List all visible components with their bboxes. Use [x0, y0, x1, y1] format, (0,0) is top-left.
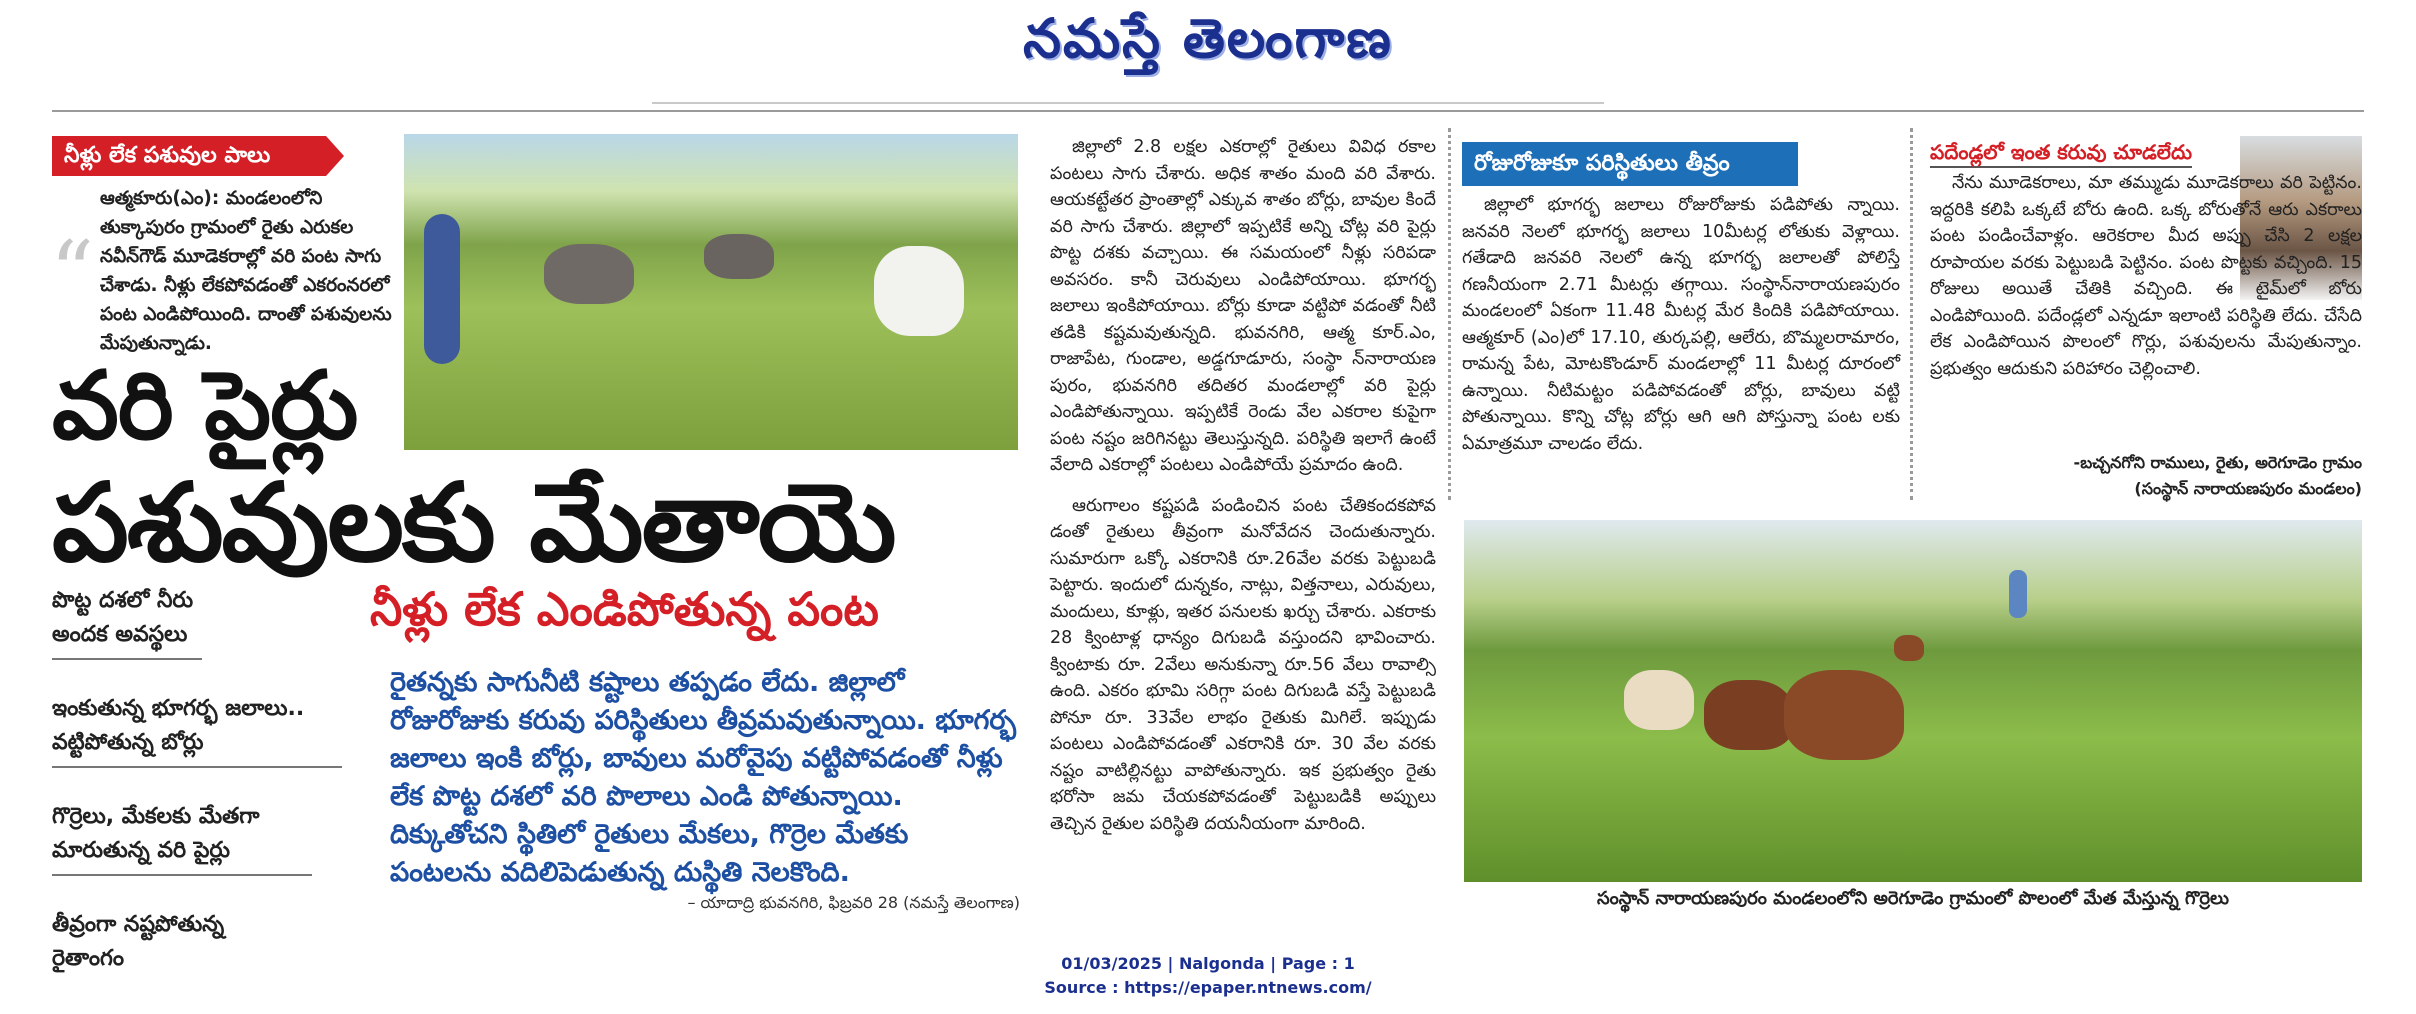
- footer-source-link[interactable]: Source : https://epaper.ntnews.com/: [1044, 978, 1372, 997]
- subheadline: నీళ్లు లేక ఎండిపోతున్న పంట: [370, 582, 879, 636]
- quote-signature: [1930, 450, 2362, 502]
- body-column: [1050, 134, 1436, 851]
- signature-line: (సంస్థాన్ నారాయణపురం మండలం): [2134, 479, 2362, 498]
- quote-box-title: పదేండ్లలో ఇంత కరువు చూడలేదు: [1930, 138, 2192, 168]
- highlight-item: ఇంకుతున్న భూగర్భ జలాలు.. వట్టిపోతున్న బోర్లు: [52, 692, 342, 768]
- sheep-figure: [1784, 670, 1904, 760]
- sheep-grazing-photo: [1464, 520, 2362, 882]
- column-divider: [1910, 128, 1913, 500]
- body-paragraph: జిల్లాలో 2.8 లక్షల ఎకరాల్లో రైతులు వివిధ రకాల పంటలు సాగు చేశారు. అధిక శాతం మంది వరి వేశారు. ఆయకట్టేతర ప్రాంతాల్లో ఎక్కువ శాతం బోర్లు, బావుల కిందే వరి సాగు చేశారు. జిల్లాలో ఇప్పటికే అన్ని చోట్ల వరి పైర్లు పొట్ట దశకు వచ్చాయి. ఈ సమయంలో నీళ్లు సరిపడా అవసరం. కానీ చెరువులు ఎండిపోయాయి. భూగర్భ జలాలు ఇంకిపోయాయి. బోర్లు కూడా వట్టిపో వడంతో నీటి తడికి కష్టమవుతున్నది. భువనగిరి, ఆత్మ కూర్.ఎం, రాజాపేట, గుండాల, అడ్డగూడూరు, సంస్థా న్‌నారాయణ పురం, భువనగిరి తదితర మండలాల్లో వరి పైర్లు ఎండిపోతున్నాయి. ఇప్పటికే రెండు వేల ఎకరాల కుపైగా పంట నష్టం జరిగినట్టు తెలుస్తున్నది. పరిస్థితి ఇలాగే ఉంటే వేలాది ఎకరాల్లో పంటలు ఎండిపోయే ప్రమాదం ఉంది.: [1050, 137, 1436, 475]
- footer-edition-info: 01/03/2025 | Nalgonda | Page : 1: [1061, 954, 1355, 973]
- masthead-underline: [652, 102, 1604, 104]
- farmer-figure: [424, 214, 460, 364]
- intro-text: ఆత్మకూరు(ఎం): మండలంలోని తుక్కాపురం గ్రామంలో రైతు ఎరుకల నవీన్‌గౌడ్ మూడెకరాల్లో వరి పంట సాగు చేశాడు. నీళ్లు లేకపోవడంతో ఎకరంనరలో పంట ఎండిపోయింది. దాంతో పశువులను మేపుతున్నాడు.: [100, 188, 392, 354]
- buffalo-figure: [544, 244, 634, 304]
- sheep-figure: [1894, 635, 1924, 661]
- quote-box-column: [1930, 170, 2362, 382]
- quote-mark-icon: “: [50, 223, 94, 323]
- highlight-item: గొర్రెలు, మేకలకు మేతగా మారుతున్న వరి పైర్లు: [52, 800, 312, 876]
- highlight-item: తీవ్రంగా నష్టపోతున్న రైతాంగం: [52, 912, 225, 971]
- lede-paragraph: రైతన్నకు సాగునీటి కష్టాలు తప్పడం లేదు. జిల్లాలో రోజురోజుకు కరువు పరిస్థితులు తీవ్రమవుతున్నాయి. భూగర్భ జలాలు ఇంకి బోర్లు, బావులు మరోవైపు వట్టిపోవడంతో నీళ్లు లేక పొట్ట దశలో వరి పొలాలు ఎండి పోతున్నాయి. దిక్కుతోచని స్థితిలో రైతులు మేకలు, గొర్రెల మేతకు పంటలను వదిలిపెడుతున్న దుస్థితి నెలకొంది.: [390, 667, 1017, 888]
- highlights-list: [52, 584, 362, 1014]
- buffalo-figure: [704, 234, 774, 279]
- sheep-figure: [1624, 670, 1694, 730]
- quote-box-body: నేను మూడెకరాలు, మా తమ్ముడు మూడెకరాలు వరి పెట్టినం. ఇద్దరికి కలిపి ఒక్కటే బోరు ఉంది. ఒక్క బోరుతోనే ఆరు ఎకరాలు పంట పండించేవాళ్లం. ఆరెకరాల మీద అప్పు చేసి 2 లక్షల రూపాయల వరకు పెట్టుబడి పెట్టినం. పంట పొట్టకు వచ్చింది. 15 రోజులు అయితే చేతికి వచ్చింది. ఈ టైమ్‌లో బోరు ఎండిపోయింది. పదేండ్లలో ఎన్నడూ ఇలాంటి పరిస్థితి లేదు. చేసేది లేక ఎండిపోయిన పొలంలో గొర్లు, పశువులను మేపుతున్నాం. ప్రభుత్వం ఆదుకుని పరిహారం చెల్లించాలి.: [1930, 173, 2362, 379]
- byline: – యాదాద్రి భువనగిరి, ఫిబ్రవరి 28 (నమస్తే తెలంగాణ): [687, 893, 1020, 912]
- page-rule: [52, 110, 2364, 112]
- box-article-column: [1462, 192, 1900, 457]
- article-kicker: నీళ్లు లేక పశువుల పాలు: [52, 136, 326, 176]
- box-article-title: రోజురోజుకూ పరిస్థితులు తీవ్రం: [1462, 142, 1798, 186]
- headline-line2: పశువులకు మేతాయె: [52, 461, 895, 586]
- signature-line: -బచ్చనగోని రాములు, రైతు, అరెగూడెం గ్రామం: [2073, 453, 2362, 472]
- photo-caption: సంస్థాన్ నారాయణపురం మండలంలోని అరెగూడెం గ్రామంలో పొలంలో మేత మేస్తున్న గొర్రెలు: [1596, 888, 2229, 909]
- column-divider: [1448, 128, 1451, 500]
- headline-line1: వరి పైర్లు: [52, 352, 358, 461]
- sheep-figure: [1704, 680, 1794, 750]
- farmer-figure: [2009, 570, 2027, 618]
- cow-figure: [874, 246, 964, 336]
- highlight-item: పొట్ట దశలో నీరు అందక అవస్థలు: [52, 584, 202, 660]
- box-article-body: జిల్లాలో భూగర్భ జలాలు రోజురోజుకు పడిపోతు న్నాయి. జనవరి నెలలో భూగర్భ జలాలు 10మీటర్ల లోతుకు వెళ్లాయి. గతేడాది జనవరి నెలలో ఉన్న భూగర్భ జలాలతో పోలిస్తే గణనీయంగా 2.71 మీటర్లు తగ్గాయి. సంస్థాన్‌నారాయణపురం మండలంలో ఏకంగా 11.48 మీటర్ల మేర కిందికి పడిపోయాయి. ఆత్మకూర్ (ఎం)లో 17.10, తుర్కపల్లి, ఆలేరు, బొమ్మలరామారం, రామన్న పేట, మోటకొండూర్ మండలాల్లో 11 మీటర్ల దూరంలో ఉన్నాయి. నీటిమట్టం పడిపోవడంతో బోర్లు, బావులు వట్టి పోతున్నాయి. కొన్ని చోట్ల బోర్లు ఆగి ఆగి పోస్తున్నా పంట లకు ఏమాత్రమూ చాలడం లేదు.: [1462, 195, 1900, 454]
- field-cattle-photo: [404, 134, 1018, 450]
- body-paragraph: ఆరుగాలం కష్టపడి పండించిన పంట చేతికందకపోవ డంతో రైతులు తీవ్రంగా మనోవేదన చెందుతున్నారు. సుమారుగా ఒక్కో ఎకరానికి రూ.26వేల వరకు పెట్టుబడి పెట్టారు. ఇందులో దున్నకం, నాట్లు, విత్తనాలు, ఎరువులు, మందులు, కూళ్లు, ఇతర పనులకు ఖర్చు చేశారు. ఎకరాకు 28 క్వింటాళ్ల ధాన్యం దిగుబడి వస్తుందని భావించారు. క్వింటాకు రూ. 2వేలు అనుకున్నా రూ.56 వేలు రావాల్సి ఉంది. ఎకరం భూమి సరిగ్గా పంట దిగుబడి వస్తే పెట్టుబడి పోనూ రూ. 33వేల లాభం రైతుకు మిగిలే. ఇప్పుడు పంటలు ఎండిపోవడంతో ఎకరానికి రూ. 30 వేల వరకు నష్టం వాటిల్లినట్టు వాపోతున్నారు. ఇక ప్రభుత్వం రైతు భరోసా జమ చేయకపోవడంతో పెట్టుబడికి అప్పులు తెచ్చిన రైతుల పరిస్థితి దయనీయంగా మారింది.: [1050, 495, 1436, 834]
- page-footer: [0, 952, 2416, 1000]
- masthead-title: నమస్తే తెలంగాణ: [1023, 6, 1393, 70]
